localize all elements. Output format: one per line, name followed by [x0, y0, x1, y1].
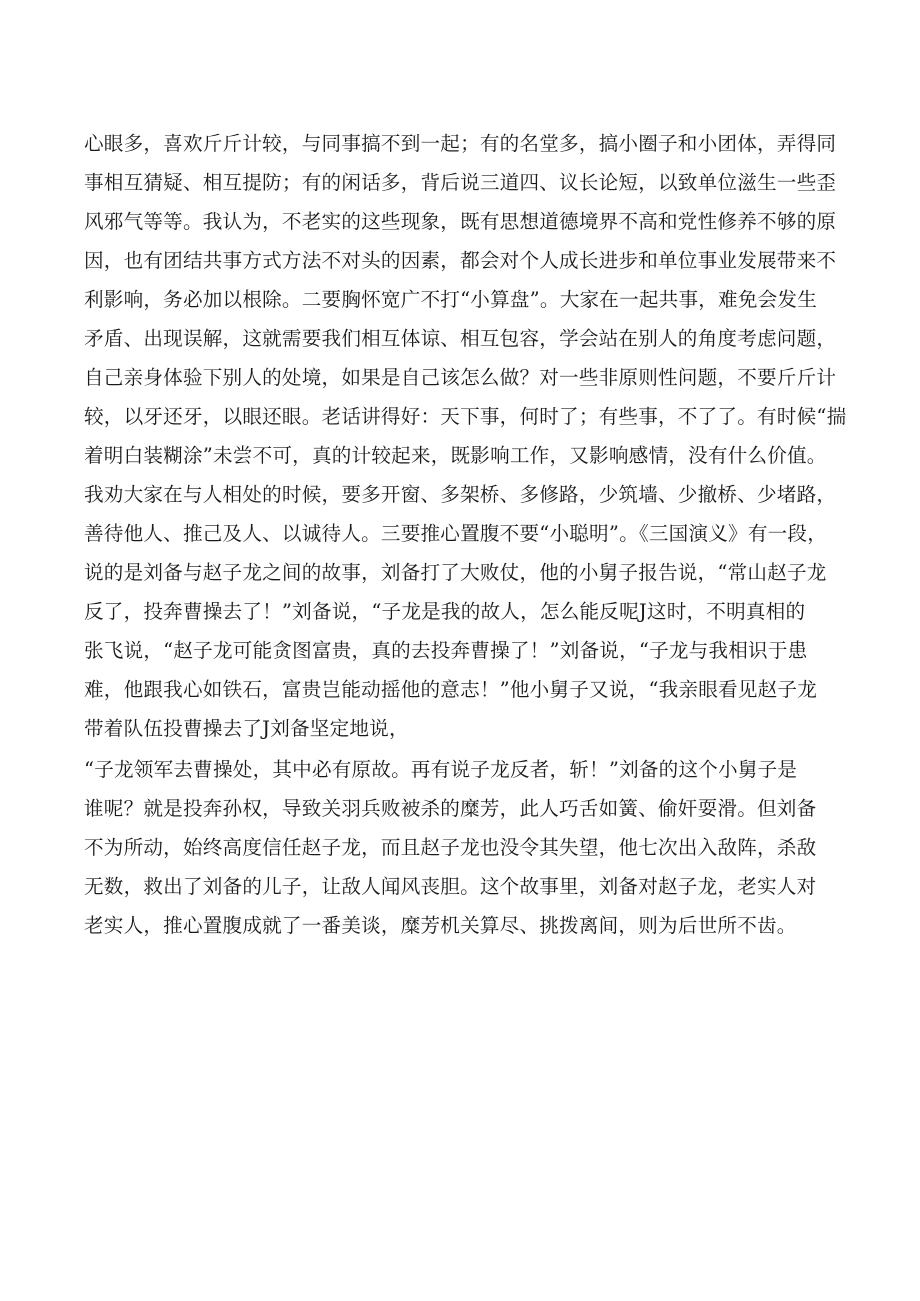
text-line-15: 难，他跟我心如铁石，富贵岂能动摇他的意志！”他小舅子又说，“我亲眼看见赵子龙: [84, 678, 818, 701]
text-line-3: 风邪气等等。我认为，不老实的这些现象，既有思想道德境界不高和党性修养不够的原: [84, 210, 837, 233]
text-line-7: 自己亲身体验下别人的处境，如果是自己该怎么做？对一些非原则性问题，不要斤斤计: [84, 366, 837, 389]
text-line-8: 较，以牙还牙，以眼还眼。老话讲得好：天下事，何时了；有些事，不了了。有时候“揣: [84, 405, 847, 428]
text-line-2: 事相互猜疑、相互提防；有的闲话多，背后说三道四、议长论短，以致单位滋生一些歪: [84, 171, 837, 194]
text-line-14: 张飞说，“赵子龙可能贪图富贵，真的去投奔曹操了！”刘备说，“子龙与我相识于患: [84, 639, 808, 662]
text-line-21: 老实人，推心置腹成就了一番美谈，糜芳机关算尽、挑拨离间，则为后世所不齿。: [84, 914, 797, 937]
text-line-9: 着明白装糊涂”未尝不可，真的计较起来，既影响工作，又影响感情，没有什么价值。: [84, 444, 827, 467]
body-text: [84, 124, 847, 945]
text-line-4: 因，也有团结共事方式方法不对头的因素，都会对个人成长进步和单位事业发展带来不: [84, 249, 837, 272]
text-line-18: 谁呢？就是投奔孙权，导致关羽兵败被杀的糜芳，此人巧舌如簧、偷奸耍滑。但刘备: [84, 797, 817, 820]
text-line-13: 反了，投奔曹操去了！”刘备说，“子龙是我的故人，怎么能反呢J这时，不明真相的: [84, 600, 806, 623]
text-line-5: 利影响，务必加以根除。二要胸怀宽广不打“小算盘”。大家在一起共事，难免会发生: [84, 288, 818, 311]
text-line-16: 带着队伍投曹操去了J刘备坚定地说，: [84, 717, 409, 740]
text-line-1: 心眼多，喜欢斤斤计较，与同事搞不到一起；有的名堂多，搞小圈子和小团体，弄得同: [84, 132, 837, 155]
text-line-20: 无数，救出了刘备的儿子，让敌人闻风丧胆。这个故事里，刘备对赵子龙，老实人对: [84, 875, 817, 898]
text-line-10: 我劝大家在与人相处的时候，要多开窗、多架桥、多修路，少筑墙、少撤桥、少堵路，: [84, 483, 837, 506]
text-line-6: 矛盾、出现误解，这就需要我们相互体谅、相互包容，学会站在别人的角度考虑问题，: [84, 327, 837, 350]
text-line-17: “子龙领军去曹操处，其中必有原故。再有说子龙反者，斩！”刘备的这个小舅子是: [84, 758, 798, 781]
text-line-19: 不为所动，始终高度信任赵子龙，而且赵子龙也没令其失望，他七次出入敌阵，杀敌: [84, 836, 817, 859]
text-line-11: 善待他人、推己及人、以诚待人。三要推心置腹不要“小聪明”。《三国演义》有一段，: [84, 522, 828, 545]
text-line-12: 说的是刘备与赵子龙之间的故事，刘备打了大败仗，他的小舅子报告说，“常山赵子龙: [84, 561, 827, 584]
